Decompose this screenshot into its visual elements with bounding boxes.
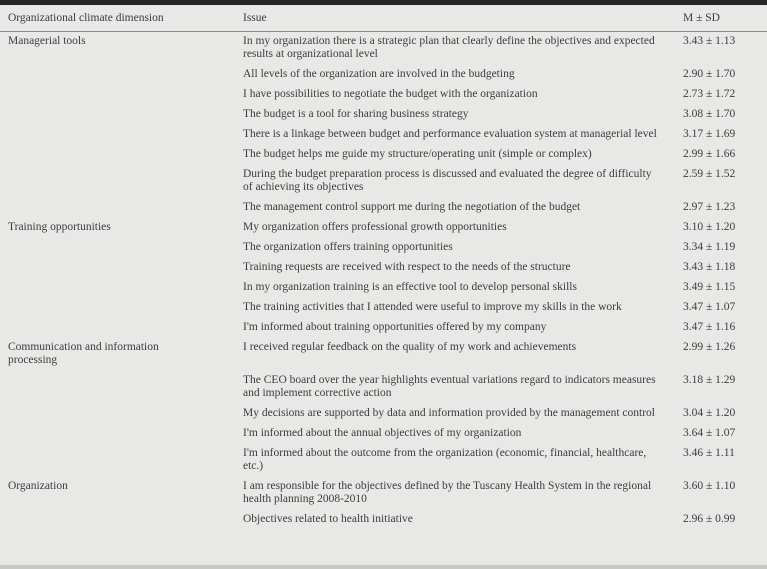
table-bottom-rule [0, 565, 767, 569]
value-cell: 2.97 ± 1.23 [683, 201, 736, 213]
issue-cell: My organization offers professional growth opportunities [243, 221, 507, 233]
dimension-cell [0, 404, 235, 424]
value-cell: 3.46 ± 1.11 [683, 447, 735, 459]
dimension-cell [0, 65, 235, 85]
table-row [0, 404, 767, 424]
table-row [0, 165, 767, 198]
column-header-m-sd: M ± SD [675, 5, 767, 32]
dimension-cell [0, 165, 235, 198]
issue-cell: Objectives related to health initiative [243, 513, 413, 525]
dimension-cell [0, 198, 235, 218]
table-row [0, 338, 767, 371]
table-row [0, 258, 767, 278]
value-cell: 3.64 ± 1.07 [683, 427, 736, 439]
table-row [0, 32, 767, 66]
table-header [0, 5, 767, 32]
column-header-issue: Issue [235, 5, 675, 32]
table-row [0, 125, 767, 145]
dimension-cell [0, 298, 235, 318]
value-cell: 3.47 ± 1.16 [683, 321, 736, 333]
value-cell: 3.43 ± 1.13 [683, 35, 736, 47]
value-cell: 3.08 ± 1.70 [683, 108, 736, 120]
dimension-cell [0, 371, 235, 404]
issue-cell: I received regular feedback on the quality of my work and achievements [243, 341, 577, 353]
dimension-cell: Training opportunities [8, 221, 111, 233]
dimension-cell: Managerial tools [8, 35, 86, 47]
dimension-cell [0, 510, 235, 530]
table-row [0, 65, 767, 85]
climate-table [0, 5, 767, 530]
value-cell: 3.49 ± 1.15 [683, 281, 736, 293]
table-row [0, 105, 767, 125]
table-row [0, 198, 767, 218]
dimension-cell: Communication and information processing [8, 341, 159, 366]
value-cell: 3.34 ± 1.19 [683, 241, 736, 253]
dimension-cell [0, 125, 235, 145]
table-row [0, 510, 767, 530]
issue-cell: I'm informed about the outcome from the organization (economic, financial, healthcare, etc.) [243, 447, 647, 472]
header-row [0, 5, 767, 32]
value-cell: 3.04 ± 1.20 [683, 407, 736, 419]
table-row [0, 424, 767, 444]
table-row [0, 298, 767, 318]
issue-cell: During the budget preparation process is discussed and evaluated the degree of difficulty of achieving its objectives [243, 168, 652, 193]
issue-cell: I am responsible for the objectives defined by the Tuscany Health System in the regional health planning 2008-2010 [243, 480, 652, 505]
issue-cell: I'm informed about the annual objectives of my organization [243, 427, 522, 439]
table-row [0, 477, 767, 510]
dimension-cell [0, 444, 235, 477]
value-cell: 3.43 ± 1.18 [683, 261, 736, 273]
column-header-dimension: Organizational climate dimension [0, 5, 235, 32]
dimension-cell: Organization [8, 480, 68, 492]
value-cell: 2.73 ± 1.72 [683, 88, 736, 100]
issue-cell: The budget is a tool for sharing business strategy [243, 108, 469, 120]
value-cell: 2.99 ± 1.66 [683, 148, 736, 160]
table-row [0, 218, 767, 238]
issue-cell: In my organization there is a strategic plan that clearly define the objectives and expected results at organizational level [243, 35, 655, 60]
issue-cell: I have possibilities to negotiate the budget with the organization [243, 88, 538, 100]
issue-cell: The training activities that I attended were useful to improve my skills in the work [243, 301, 622, 313]
value-cell: 2.96 ± 0.99 [683, 513, 736, 525]
value-cell: 3.18 ± 1.29 [683, 374, 736, 386]
value-cell: 2.90 ± 1.70 [683, 68, 736, 80]
issue-cell: The budget helps me guide my structure/operating unit (simple or complex) [243, 148, 592, 160]
table-body [0, 32, 767, 531]
dimension-cell [0, 258, 235, 278]
table-row [0, 278, 767, 298]
value-cell: 3.17 ± 1.69 [683, 128, 736, 140]
issue-cell: The management control support me during the negotiation of the budget [243, 201, 581, 213]
value-cell: 2.99 ± 1.26 [683, 341, 736, 353]
dimension-cell [0, 238, 235, 258]
value-cell: 3.47 ± 1.07 [683, 301, 736, 313]
table-row [0, 444, 767, 477]
issue-cell: The organization offers training opportunities [243, 241, 453, 253]
table-row [0, 318, 767, 338]
issue-cell: All levels of the organization are involved in the budgeting [243, 68, 515, 80]
value-cell: 3.10 ± 1.20 [683, 221, 736, 233]
table-row [0, 85, 767, 105]
table-row [0, 238, 767, 258]
table-row [0, 145, 767, 165]
dimension-cell [0, 424, 235, 444]
dimension-cell [0, 105, 235, 125]
issue-cell: My decisions are supported by data and information provided by the management control [243, 407, 655, 419]
value-cell: 2.59 ± 1.52 [683, 168, 736, 180]
issue-cell: I'm informed about training opportunities offered by my company [243, 321, 547, 333]
dimension-cell [0, 145, 235, 165]
table-row [0, 371, 767, 404]
issue-cell: Training requests are received with respect to the needs of the structure [243, 261, 571, 273]
issue-cell: The CEO board over the year highlights eventual variations regard to indicators measures and implement corrective action [243, 374, 656, 399]
dimension-cell [0, 318, 235, 338]
dimension-cell [0, 85, 235, 105]
dimension-cell [0, 278, 235, 298]
issue-cell: There is a linkage between budget and performance evaluation system at managerial level [243, 128, 657, 140]
value-cell: 3.60 ± 1.10 [683, 480, 736, 492]
issue-cell: In my organization training is an effective tool to develop personal skills [243, 281, 577, 293]
